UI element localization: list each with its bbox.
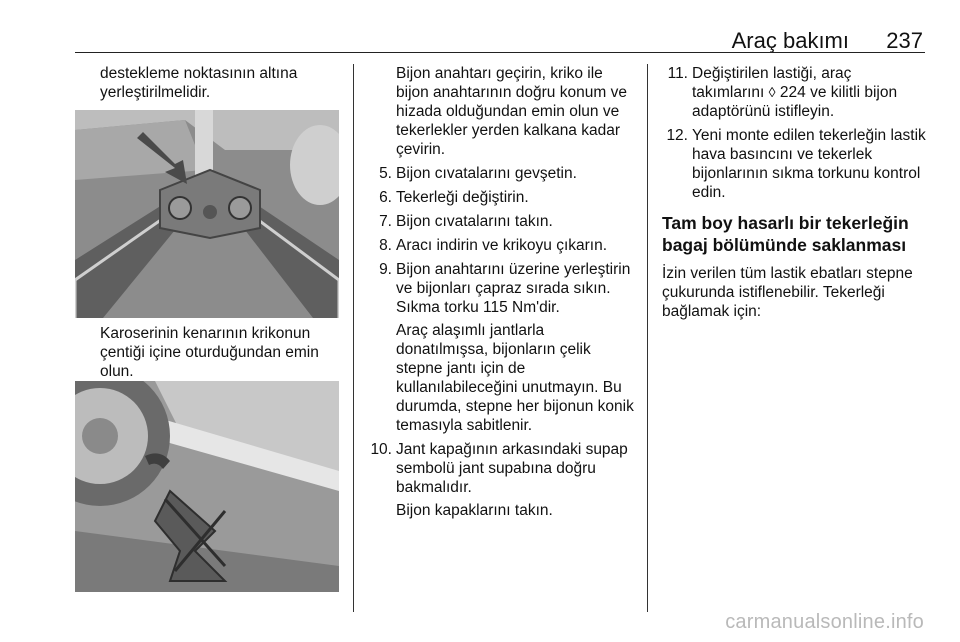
list-item: [368, 164, 638, 183]
step-note: Araç alaşımlı jantlarla donatılmışsa, bijonların çelik stepne jantı için de kullanılabileceğini unutmayın. Bu durumda, stepne her bijonun konik temasıyla sabitlenir.: [396, 322, 634, 434]
list-item: [368, 212, 638, 231]
column-2: [368, 64, 638, 525]
step-number: 8.: [379, 237, 392, 254]
step-continuation-text: Bijon anahtarı geçirin, kriko ile bijon anahtarının doğru konum ve hizada olduğundan emin olun ve tekerlekler yerden kalkana kadar çevirin.: [396, 65, 627, 158]
column-divider-2: [647, 64, 648, 612]
intro-text: destekleme noktasının altına yerleştirilmelidir.: [100, 65, 298, 101]
step-text: Yeni monte edilen tekerleğin lastik hava basıncını ve tekerlek bijonlarının sıkma torkunu kontrol edin.: [692, 127, 926, 201]
list-item: [368, 440, 638, 520]
jack-closeup-svg: [75, 110, 339, 318]
step-number: 11.: [667, 65, 688, 82]
step-text: Bijon cıvatalarını gevşetin.: [396, 165, 577, 182]
watermark: carmanualsonline.info: [725, 611, 924, 633]
steps-list-continued: [662, 64, 928, 202]
list-item: [368, 188, 638, 207]
step-number: 7.: [379, 213, 392, 230]
step-text: Jant kapağının arkasındaki supap sembolü jant supabına doğru bakmalıdır.: [396, 441, 628, 496]
list-item: [662, 126, 928, 202]
page-number: 237: [886, 28, 923, 53]
section-paragraph: İzin verilen tüm lastik ebatları stepne çukurunda istiflenebilir. Tekerleği bağlamak için:: [662, 265, 913, 320]
step-number: 5.: [379, 165, 392, 182]
list-item: [368, 236, 638, 255]
chapter-title: Araç bakımı: [731, 28, 849, 53]
jack-under-car-svg: [75, 381, 339, 592]
list-item: [662, 64, 928, 121]
step-number: 9.: [379, 261, 392, 278]
step-text: Bijon anahtarını üzerine yerleştirin ve bijonları çapraz sırada sıkın. Sıkma torku 115 Nm'dir.: [396, 261, 631, 316]
jack-closeup-illustration: [75, 110, 339, 318]
column-divider-1: [353, 64, 354, 612]
step-number: 10.: [370, 441, 392, 458]
step-text-continued: 224 ve kilitli bijon adaptörünü istifleyin.: [692, 84, 898, 120]
column-3: [662, 64, 928, 321]
steps-list: [368, 164, 638, 520]
list-item: [368, 260, 638, 435]
step-note: Bijon kapaklarını takın.: [396, 502, 553, 519]
column-1: [100, 64, 340, 102]
step-text: Aracı indirin ve krikoyu çıkarın.: [396, 237, 608, 254]
page-reference-icon[interactable]: ◊: [768, 84, 776, 100]
step-number: 12.: [666, 127, 688, 144]
section-heading: Tam boy hasarlı bir tekerleğin bagaj bölümünde saklanması: [662, 213, 909, 255]
step-text: Tekerleği değiştirin.: [396, 189, 529, 206]
jack-under-car-illustration: [75, 381, 339, 592]
figure-caption: Karoserinin kenarının krikonun çentiği içine oturduğundan emin olun.: [100, 325, 319, 380]
step-number: 6.: [379, 189, 392, 206]
header-rule: [75, 52, 925, 53]
step-text: Bijon cıvatalarını takın.: [396, 213, 553, 230]
step-text: Değiştirilen lastiği, araç takımlarını: [692, 65, 852, 101]
